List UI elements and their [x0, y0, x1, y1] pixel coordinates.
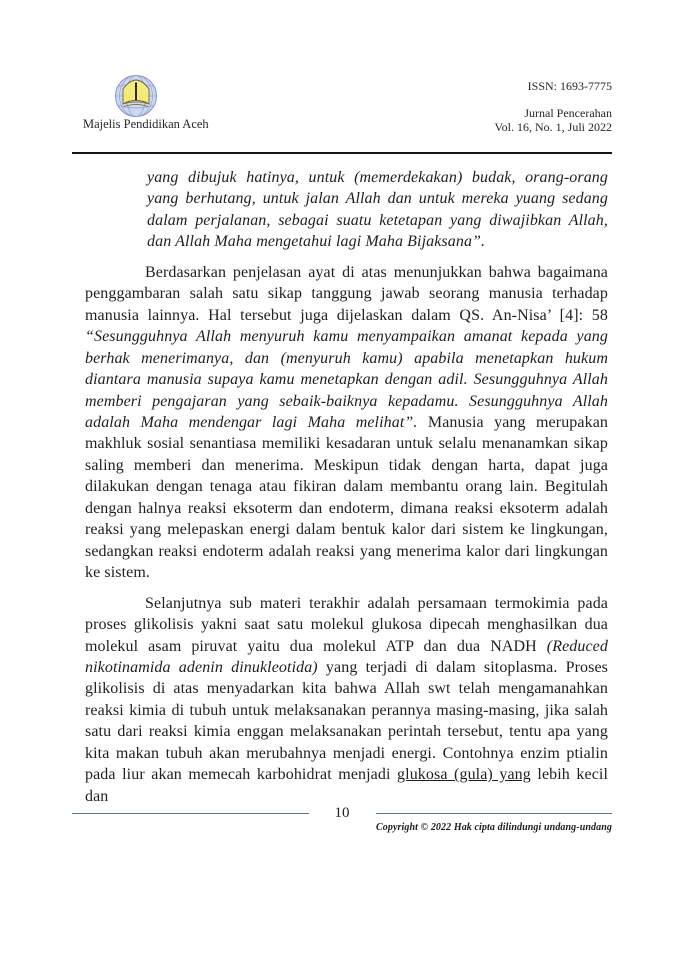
copyright-notice: Copyright © 2022 Hak cipta dilindungi undang-undang	[376, 822, 612, 833]
footer-rule-row	[72, 804, 612, 822]
header-divider-rule	[72, 152, 612, 154]
paragraph-termokimia-glikolisis: Selanjutnya sub materi terakhir adalah persamaan termokimia pada proses glikolisis yakni saat satu molekul glukosa dipecah menghasilkan dua molekul asam piruvat yaitu dua molekul ATP dan dua NADH (Reduced nikotinamida adenin dinukleotida) yang terjadi di dalam sitoplasma. Proses glikolisis di atas menyadarkan kita bahwa Allah swt telah mengamanahkan reaksi kimia di tubuh untuk melaksanakan perannya masing-masing, jika salah satu dari reaksi kimia enggan melaksanakan perintah tersebut, tentu apa yang kita makan tubuh akan merubahnya menjadi energi. Contohnya enzim ptialin pada liur akan memecah karbohidrat menjadi glukosa (gula) yang lebih kecil dan	[85, 594, 609, 805]
issn-number: ISSN: 1693-7775	[527, 79, 612, 93]
paragraph-tanggung-jawab: Berdasarkan penjelasan ayat di atas menunjukkan bahwa bagaimana penggambaran salah satu sikap tanggung jawab seorang manusia terhadap manusia lainnya. Hal tersebut juga dijelaskan dalam QS. An-Nisa’ [4]: 58 “Sesungguhnya Allah menyuruh kamu menyampaikan amanat kepada yang berhak menerimanya, dan (menyuruh kamu) apabila menetapkan hukum diantara manusia supaya kamu menetapkan dengan adil. Sesungguhnya Allah memberi pengajaran yang sebaik-baiknya kepadamu. Sesungguhnya Allah adalah Maha mendengar lagi Maha melihat”. Manusia yang merupakan makhluk sosial senantiasa memiliki kesadaran untuk selalu menanamkan sikap saling memberi dan menerima. Meskipun tidak dengan harta, dapat juga dilakukan dengan tenaga atau fikiran dalam membantu orang lain. Begitulah dengan halnya reaksi eksoterm dan endoterm, dimana reaksi eksoterm adalah reaksi yang melepaskan energi dalam bentuk kalor dari sistem ke lingkungan, sedangkan reaksi endoterm adalah reaksi yang menerima kalor dari lingkungan ke sistem.	[85, 263, 608, 582]
volume-info: Vol. 16, No. 1, Juli 2022	[494, 120, 612, 134]
organization-name: Majelis Pendidikan Aceh	[83, 117, 209, 131]
footer-rule-left	[72, 813, 309, 814]
quran-translation-quote: yang dibujuk hatinya, untuk (memerdekakan) budak, orang-orang yang berhutang, untuk jalan Allah dan untuk mereka yuang sedang dalam perjalanan, sebagai suatu ketetapan yang diwajibkan Allah, dan Allah Maha mengetahui lagi Maha Bijaksana”.	[147, 169, 608, 251]
globe-book-logo-icon	[114, 74, 158, 118]
page-body-text	[85, 160, 608, 816]
footer-rule-right	[376, 813, 613, 814]
organization-logo	[114, 74, 158, 118]
page-number: 10	[334, 805, 350, 821]
journal-name: Jurnal Pencerahan	[524, 106, 612, 120]
journal-meta	[495, 79, 612, 134]
